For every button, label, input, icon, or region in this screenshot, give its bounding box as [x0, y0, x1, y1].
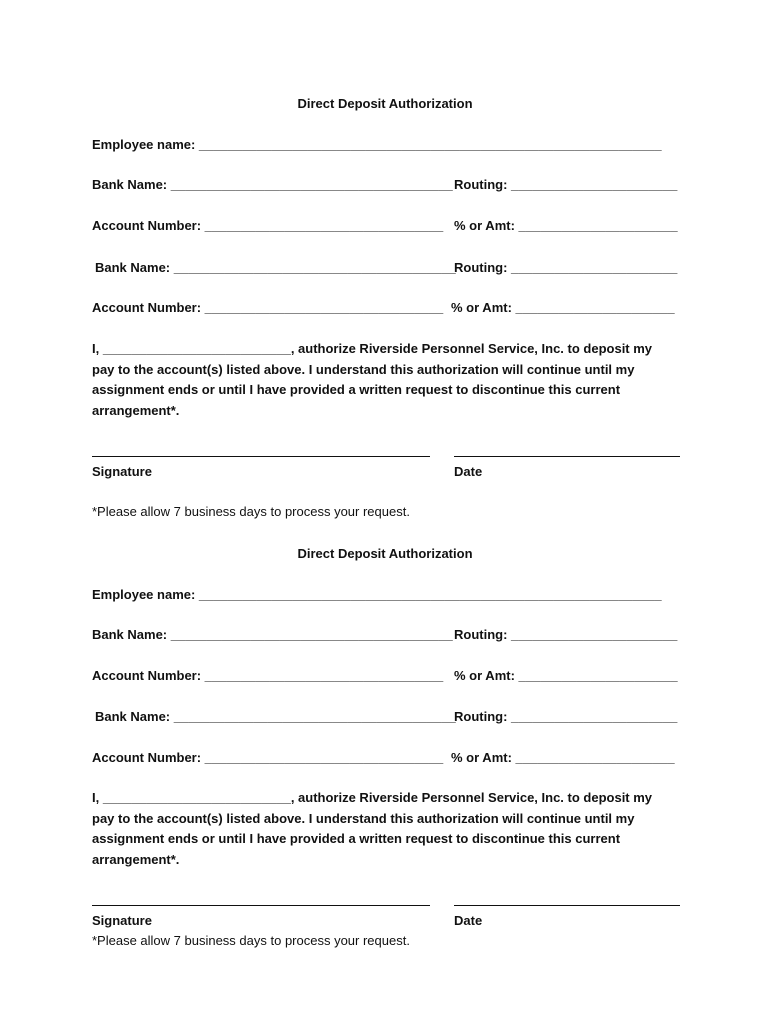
percent-amount-field[interactable]: % or Amt: ______________________ — [454, 668, 678, 683]
percent-amount-field[interactable]: % or Amt: ______________________ — [451, 300, 675, 315]
form-title: Direct Deposit Authorization — [297, 546, 473, 561]
processing-note: *Please allow 7 business days to process your request. — [92, 933, 410, 948]
bank-name-field[interactable]: Bank Name: _______________________________________ — [92, 627, 453, 642]
authorization-paragraph: I, __________________________, authorize Riverside Personnel Service, Inc. to deposit my pay to the account(s) listed above. I understand this authorization will continue until my assignment ends or until I have provided a written request to discontinue this current arrangement*. — [92, 341, 653, 418]
routing-field[interactable]: Routing: _______________________ — [454, 627, 678, 642]
form-title: Direct Deposit Authorization — [297, 96, 473, 111]
bank-name-field[interactable]: Bank Name: _______________________________________ — [95, 709, 456, 724]
date-label: Date — [454, 464, 483, 479]
employee-name-field[interactable]: Employee name: ________________________________________________________________ — [92, 587, 662, 602]
routing-field[interactable]: Routing: _______________________ — [454, 709, 678, 724]
account-number-field[interactable]: Account Number: _________________________________ — [92, 668, 444, 683]
date-line[interactable] — [454, 456, 680, 457]
authorization-paragraph: I, __________________________, authorize Riverside Personnel Service, Inc. to deposit my pay to the account(s) listed above. I understand this authorization will continue until my assignment ends or until I have provided a written request to discontinue this current arrangement*. — [92, 790, 653, 867]
percent-amount-field[interactable]: % or Amt: ______________________ — [451, 750, 675, 765]
account-number-field[interactable]: Account Number: _________________________________ — [92, 300, 444, 315]
processing-note: *Please allow 7 business days to process your request. — [92, 504, 410, 519]
account-number-field[interactable]: Account Number: _________________________________ — [92, 750, 444, 765]
date-line[interactable] — [454, 905, 680, 906]
routing-field[interactable]: Routing: _______________________ — [454, 260, 678, 275]
routing-field[interactable]: Routing: _______________________ — [454, 177, 678, 192]
signature-line[interactable] — [92, 905, 430, 906]
signature-line[interactable] — [92, 456, 430, 457]
bank-name-field[interactable]: Bank Name: _______________________________________ — [92, 177, 453, 192]
percent-amount-field[interactable]: % or Amt: ______________________ — [454, 218, 678, 233]
signature-label: Signature — [92, 913, 152, 928]
signature-label: Signature — [92, 464, 152, 479]
employee-name-field[interactable]: Employee name: ________________________________________________________________ — [92, 137, 662, 152]
account-number-field[interactable]: Account Number: _________________________________ — [92, 218, 444, 233]
bank-name-field[interactable]: Bank Name: _______________________________________ — [95, 260, 456, 275]
date-label: Date — [454, 913, 483, 928]
